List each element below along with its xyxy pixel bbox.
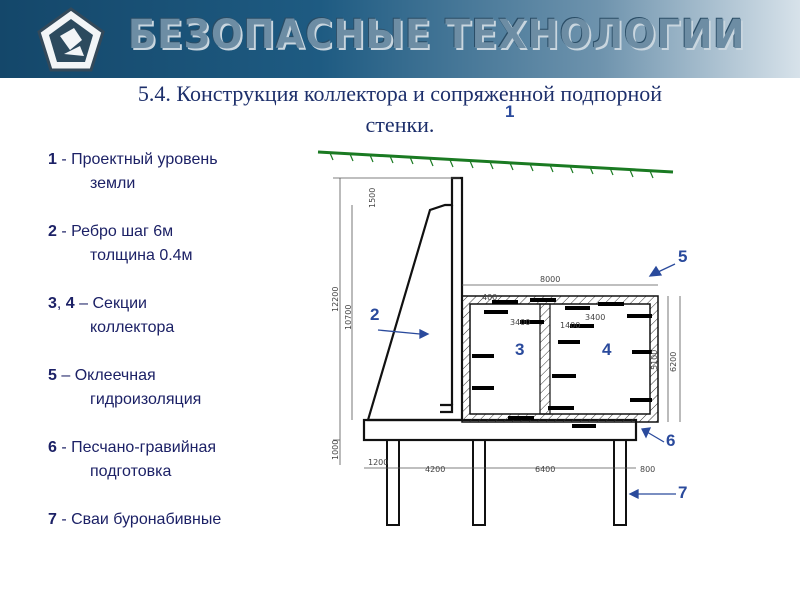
legend-num: 7 (48, 511, 57, 528)
header-band (0, 0, 800, 78)
title-line-1: 5.4. Конструкция коллектора и сопряженной подпорной (137, 81, 663, 106)
legend-text: Оклеечная (74, 367, 156, 384)
legend-sep: - (56, 511, 72, 528)
legend-num: 1 (48, 151, 57, 168)
legend-sep: - (56, 223, 72, 240)
legend-text: Секции (92, 295, 147, 312)
legend-text-2: гидроизоляция (90, 391, 202, 408)
dim-label: 1000 (331, 439, 340, 460)
callout-4: 4 (602, 340, 612, 359)
legend-text: Ребро шаг 6м (71, 223, 174, 240)
legend-text-2: подготовка (90, 463, 172, 480)
dim-label: 5100 (650, 349, 659, 370)
legend-item-7 (48, 508, 318, 532)
legend-num: 2 (48, 223, 57, 240)
brand-name: БЕЗОПАСНЫЕ ТЕХНОЛОГИИ (128, 12, 746, 58)
dim-label: 10700 (344, 304, 353, 330)
dim-label: 1200 (368, 458, 389, 467)
legend-sep: , (56, 295, 66, 312)
legend-sep: - (56, 439, 72, 456)
ground-level-line (318, 152, 673, 178)
callout-6: 6 (666, 431, 676, 450)
dim-label: 3400 (585, 313, 606, 322)
title-line-2: стенки. (365, 112, 435, 137)
legend-text-2: коллектора (90, 319, 175, 336)
legend-num: 5 (48, 367, 57, 384)
callout-7: 7 (678, 483, 688, 502)
legend-item-5 (48, 364, 318, 412)
dim-label: 400 (482, 293, 498, 302)
dim-label: 3400 (510, 318, 531, 327)
callout-1: 1 (505, 102, 515, 121)
pentagon-emblem-icon (36, 6, 106, 74)
legend (48, 148, 318, 556)
legend-item-2 (48, 220, 318, 268)
legend-num-2: 4 (65, 295, 75, 312)
callout-5: 5 (678, 247, 688, 266)
legend-num: 6 (48, 439, 57, 456)
legend-num: 3 (48, 295, 57, 312)
legend-sep: - (56, 151, 72, 168)
dim-label: 4200 (425, 465, 446, 474)
dim-label: 1500 (368, 187, 377, 208)
piles (387, 440, 626, 525)
legend-item-1 (48, 148, 318, 196)
dim-label: 8000 (540, 275, 561, 284)
legend-item-6 (48, 436, 318, 484)
retaining-wall (368, 178, 462, 420)
legend-text: Сваи буронабивные (71, 511, 222, 528)
legend-text-2: земли (90, 175, 136, 192)
dim-label: 12200 (331, 286, 340, 312)
dim-label: 1400 (560, 321, 581, 330)
legend-text-2: толщина 0.4м (90, 247, 193, 264)
legend-item-3-4 (48, 292, 318, 340)
callout-3: 3 (515, 340, 525, 359)
dim-label: 6200 (669, 351, 678, 372)
legend-text: Проектный уровень (71, 151, 218, 168)
collector-drawing (300, 95, 800, 555)
base-slab (364, 420, 636, 440)
callout-2: 2 (370, 305, 380, 324)
dim-label: 6400 (535, 465, 556, 474)
dim-label: 800 (640, 465, 656, 474)
legend-sep: – (56, 367, 75, 384)
legend-sep-2: – (74, 295, 93, 312)
legend-text: Песчано-гравийная (71, 439, 217, 456)
